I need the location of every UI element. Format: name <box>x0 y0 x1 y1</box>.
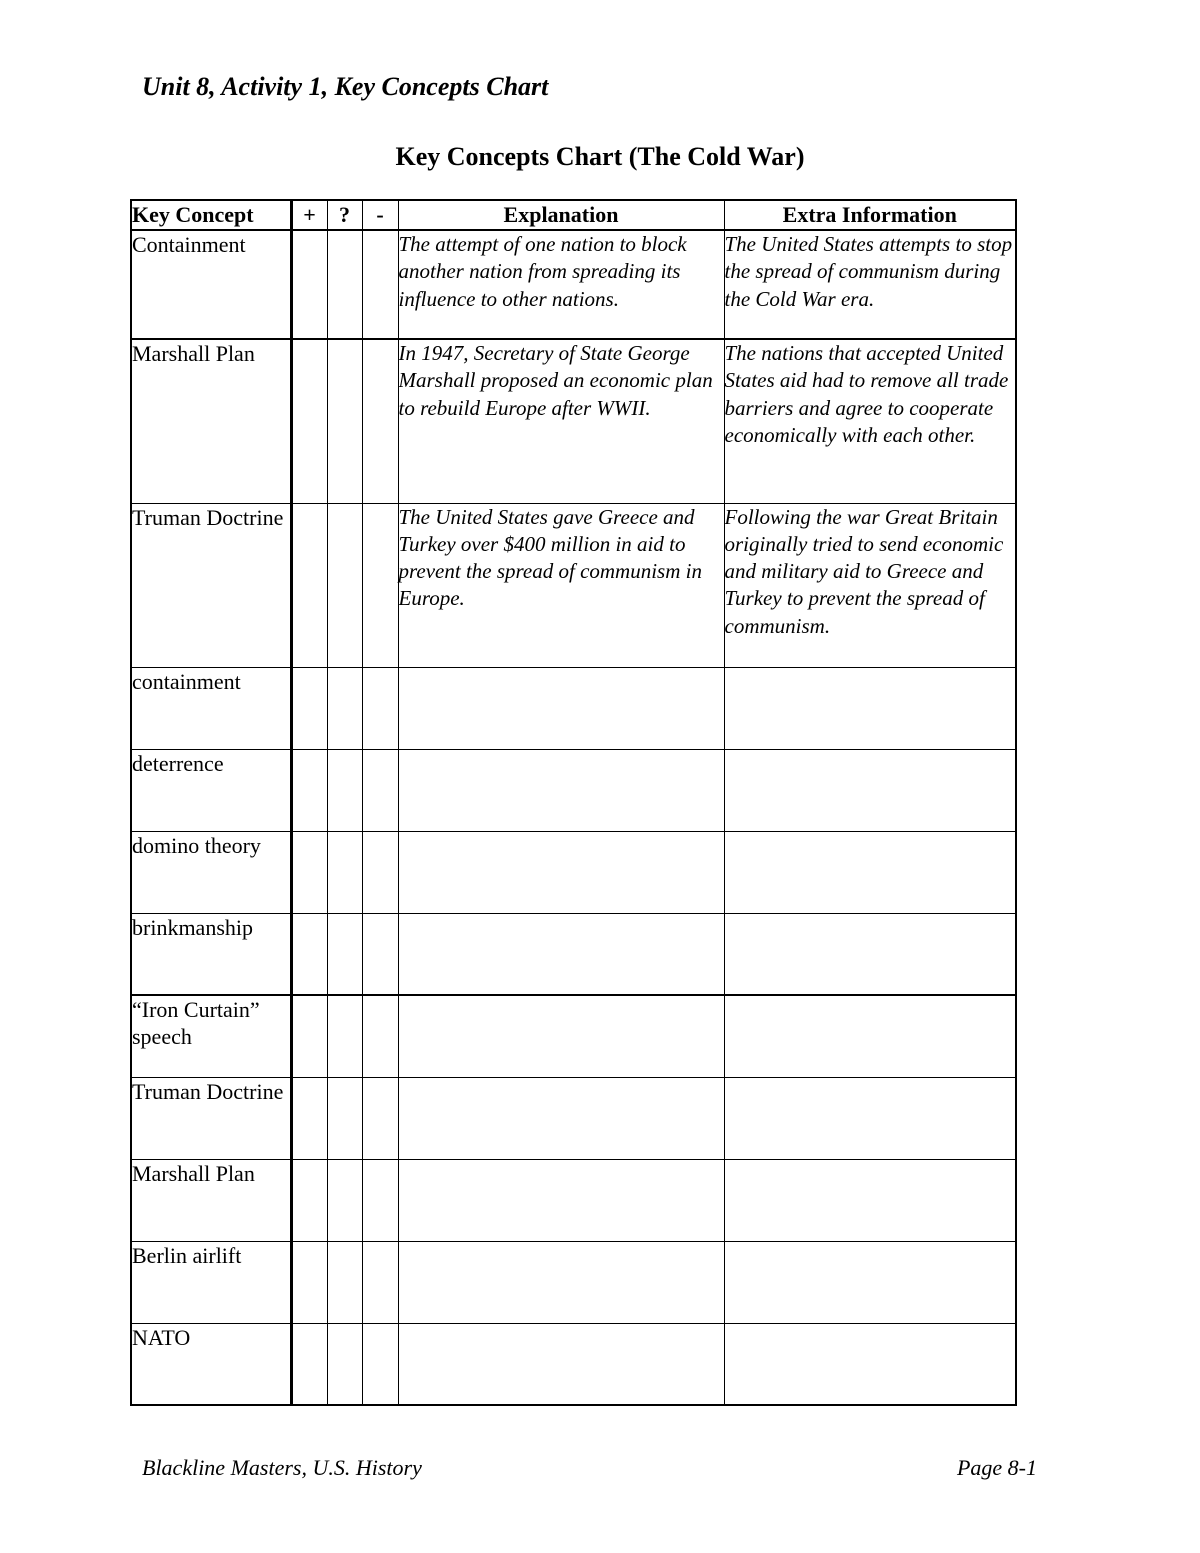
question-cell[interactable] <box>327 913 362 995</box>
plus-cell[interactable] <box>291 339 327 503</box>
unit-title: Unit 8, Activity 1, Key Concepts Chart <box>142 72 549 101</box>
key-concept-cell: deterrence <box>131 749 291 831</box>
explanation-cell[interactable] <box>398 1159 724 1241</box>
plus-cell[interactable] <box>291 749 327 831</box>
question-cell[interactable] <box>327 995 362 1077</box>
explanation-cell[interactable] <box>398 913 724 995</box>
plus-cell[interactable] <box>291 831 327 913</box>
extra-information-cell: The nations that accepted United States aid had to remove all trade barriers and agree to cooperate economically with each other. <box>724 339 1016 503</box>
plus-cell[interactable] <box>291 1241 327 1323</box>
question-cell[interactable] <box>327 1323 362 1405</box>
key-concept-cell: NATO <box>131 1323 291 1405</box>
extra-information-cell: Following the war Great Britain originally tried to send economic and military aid to Greece and Turkey to prevent the spread of communism. <box>724 503 1016 667</box>
table-row <box>131 749 1016 831</box>
minus-cell[interactable] <box>362 831 398 913</box>
extra-information-cell[interactable] <box>724 1241 1016 1323</box>
plus-cell[interactable] <box>291 1077 327 1159</box>
plus-cell[interactable] <box>291 503 327 667</box>
key-concept-cell: “Iron Curtain” speech <box>131 995 291 1077</box>
explanation-cell[interactable] <box>398 749 724 831</box>
table-header-row <box>131 200 1016 230</box>
explanation-cell: The United States gave Greece and Turkey over $400 million in aid to prevent the spread of communism in Europe. <box>398 503 724 667</box>
question-cell[interactable] <box>327 749 362 831</box>
minus-cell[interactable] <box>362 749 398 831</box>
extra-information-cell[interactable] <box>724 1077 1016 1159</box>
key-concepts-table <box>130 199 1017 1406</box>
question-cell[interactable] <box>327 339 362 503</box>
question-cell[interactable] <box>327 667 362 749</box>
plus-cell[interactable] <box>291 1159 327 1241</box>
minus-cell[interactable] <box>362 1241 398 1323</box>
explanation-cell: In 1947, Secretary of State George Marshall proposed an economic plan to rebuild Europe after WWII. <box>398 339 724 503</box>
extra-information-cell[interactable] <box>724 831 1016 913</box>
explanation-cell[interactable] <box>398 1077 724 1159</box>
minus-cell[interactable] <box>362 995 398 1077</box>
column-header-question: ? <box>327 200 362 230</box>
explanation-cell[interactable] <box>398 1323 724 1405</box>
extra-information-cell: The United States attempts to stop the spread of communism during the Cold War era. <box>724 230 1016 339</box>
key-concept-cell: Marshall Plan <box>131 339 291 503</box>
key-concept-cell: brinkmanship <box>131 913 291 995</box>
plus-cell[interactable] <box>291 667 327 749</box>
table-row <box>131 995 1016 1077</box>
minus-cell[interactable] <box>362 1077 398 1159</box>
table-row <box>131 913 1016 995</box>
page-number: Page 8-1 <box>956 1455 1037 1480</box>
question-cell[interactable] <box>327 831 362 913</box>
explanation-cell[interactable] <box>398 831 724 913</box>
table-row <box>131 1077 1016 1159</box>
question-cell[interactable] <box>327 1241 362 1323</box>
minus-cell[interactable] <box>362 503 398 667</box>
key-concept-cell: Truman Doctrine <box>131 503 291 667</box>
column-header-explanation: Explanation <box>398 200 724 230</box>
minus-cell[interactable] <box>362 1159 398 1241</box>
column-header-minus: - <box>362 200 398 230</box>
key-concept-cell: Containment <box>131 230 291 339</box>
table-row <box>131 831 1016 913</box>
key-concept-cell: domino theory <box>131 831 291 913</box>
table-row <box>131 667 1016 749</box>
minus-cell[interactable] <box>362 230 398 339</box>
key-concept-cell: containment <box>131 667 291 749</box>
question-cell[interactable] <box>327 1077 362 1159</box>
chart-title: Key Concepts Chart (The Cold War) <box>395 142 805 171</box>
question-cell[interactable] <box>327 230 362 339</box>
extra-information-cell[interactable] <box>724 1159 1016 1241</box>
table-row <box>131 1159 1016 1241</box>
minus-cell[interactable] <box>362 913 398 995</box>
table-row <box>131 1241 1016 1323</box>
explanation-cell[interactable] <box>398 995 724 1077</box>
table-row <box>131 503 1016 667</box>
key-concept-cell: Marshall Plan <box>131 1159 291 1241</box>
minus-cell[interactable] <box>362 667 398 749</box>
minus-cell[interactable] <box>362 1323 398 1405</box>
explanation-cell[interactable] <box>398 1241 724 1323</box>
table-row <box>131 339 1016 503</box>
extra-information-cell[interactable] <box>724 913 1016 995</box>
key-concept-cell: Berlin airlift <box>131 1241 291 1323</box>
plus-cell[interactable] <box>291 913 327 995</box>
column-header-extra-information: Extra Information <box>724 200 1016 230</box>
explanation-cell[interactable] <box>398 667 724 749</box>
minus-cell[interactable] <box>362 339 398 503</box>
column-header-plus: + <box>291 200 327 230</box>
table-row <box>131 1323 1016 1405</box>
extra-information-cell[interactable] <box>724 667 1016 749</box>
table-row <box>131 230 1016 339</box>
extra-information-cell[interactable] <box>724 749 1016 831</box>
plus-cell[interactable] <box>291 230 327 339</box>
extra-information-cell[interactable] <box>724 995 1016 1077</box>
question-cell[interactable] <box>327 503 362 667</box>
footer-source: Blackline Masters, U.S. History <box>142 1455 422 1480</box>
plus-cell[interactable] <box>291 1323 327 1405</box>
extra-information-cell[interactable] <box>724 1323 1016 1405</box>
explanation-cell: The attempt of one nation to block another nation from spreading its influence to other nations. <box>398 230 724 339</box>
key-concept-cell: Truman Doctrine <box>131 1077 291 1159</box>
column-header-key-concept: Key Concept <box>131 200 291 230</box>
plus-cell[interactable] <box>291 995 327 1077</box>
question-cell[interactable] <box>327 1159 362 1241</box>
